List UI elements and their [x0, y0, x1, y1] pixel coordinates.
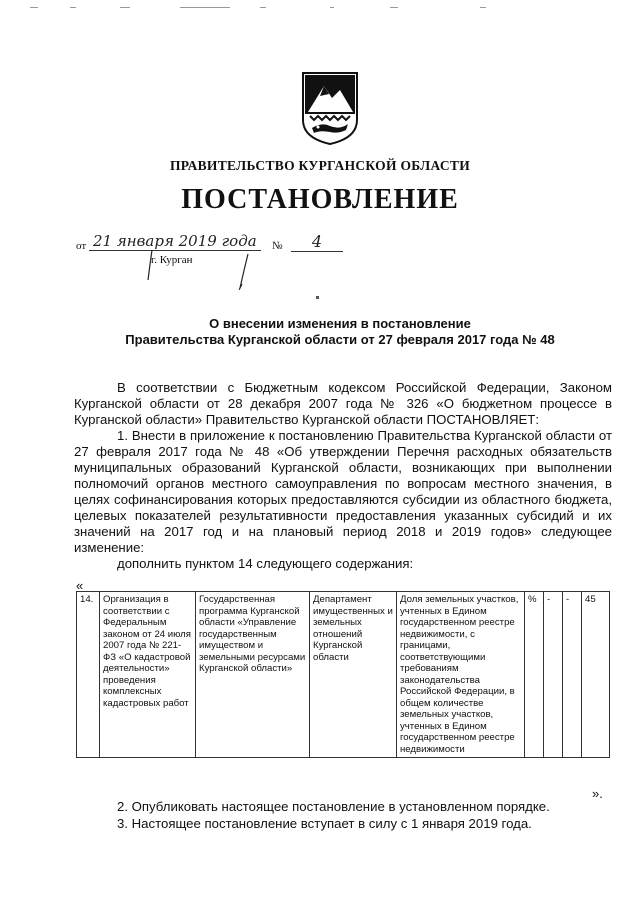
supplement-paragraph: дополнить пунктом 14 следующего содержания:	[117, 556, 414, 571]
handwritten-number: 4	[291, 232, 343, 252]
opening-quote: «	[76, 578, 84, 593]
cell-value-2017: -	[544, 592, 563, 758]
cell-program: Государственная программа Курганской области «Управление государственным имуществом и земельными ресурсами Курганской области»	[196, 592, 310, 758]
title-line-1: О внесении изменения в постановление	[209, 316, 471, 331]
cell-unit: %	[525, 592, 544, 758]
cell-indicator: Доля земельных участков, учтенных в Едином государственном реестре недвижимости, с границами, соответствующими требованиям законодательства Российской Федерации, в общем количестве земельных участков, учтенных в Едином государственном реестре недвижимости	[397, 592, 525, 758]
handwritten-date: 21 января 2019 года	[89, 232, 261, 251]
cell-value-2019: 45	[582, 592, 610, 758]
item-2-paragraph: 2. Опубликовать настоящее постановление в установленном порядке.	[117, 799, 550, 814]
closing-quote: ».	[592, 786, 603, 801]
issuing-authority: ПРАВИТЕЛЬСТВО КУРГАНСКОЙ ОБЛАСТИ	[169, 158, 471, 173]
document-body	[74, 380, 612, 572]
date-prefix: от	[76, 240, 87, 252]
cell-number: 14.	[77, 592, 100, 758]
handwriting-strokes	[140, 244, 260, 294]
final-provisions	[74, 798, 612, 832]
kurgan-coat-of-arms-icon	[300, 70, 360, 146]
document-title	[0, 316, 640, 348]
table-row	[77, 592, 610, 758]
scan-dot	[316, 296, 319, 299]
preamble-paragraph: В соответствии с Бюджетным кодексом Российской Федерации, Законом Курганской области от 28 декабря 2007 года № 326 «О бюджетном процессе в Курганской области» Правительство Курганской области ПОСТАНОВЛЯЕТ:	[74, 380, 612, 427]
cell-value-2018: -	[563, 592, 582, 758]
city-label: г. Курган	[151, 254, 193, 266]
cell-administrator: Департамент имущественных и земельных отношений Курганской области	[310, 592, 397, 758]
number-prefix: №	[272, 240, 283, 252]
scan-artifact	[30, 6, 550, 10]
cell-obligation: Организация в соответствии с Федеральным законом от 24 июля 2007 года № 221-ФЗ «О кадастровой деятельности» проведения комплексных кадастровых работ	[100, 592, 196, 758]
point-14-table	[76, 591, 610, 758]
title-line-2: Правительства Курганской области от 27 февраля 2017 года № 48	[125, 332, 555, 347]
item-3-paragraph: 3. Настоящее постановление вступает в силу с 1 января 2019 года.	[117, 816, 532, 831]
item-1-paragraph: 1. Внести в приложение к постановлению Правительства Курганской области от 27 февраля 2017 года № 48 «Об утверждении Перечня расходных обязательств муниципальных образований Курганской области, возникающих при выполнении полномочий органов местного самоуправления по вопросам местного значения, в целях софинансирования которых предоставляются субсидии из областного бюджета, целевых показателей результативности предоставления указанных субсидий и их значений на 2017 год и на плановый период 2018 и 2019 годов» следующее изменение:	[74, 428, 612, 555]
document-type: ПОСТАНОВЛЕНИЕ	[181, 184, 459, 215]
